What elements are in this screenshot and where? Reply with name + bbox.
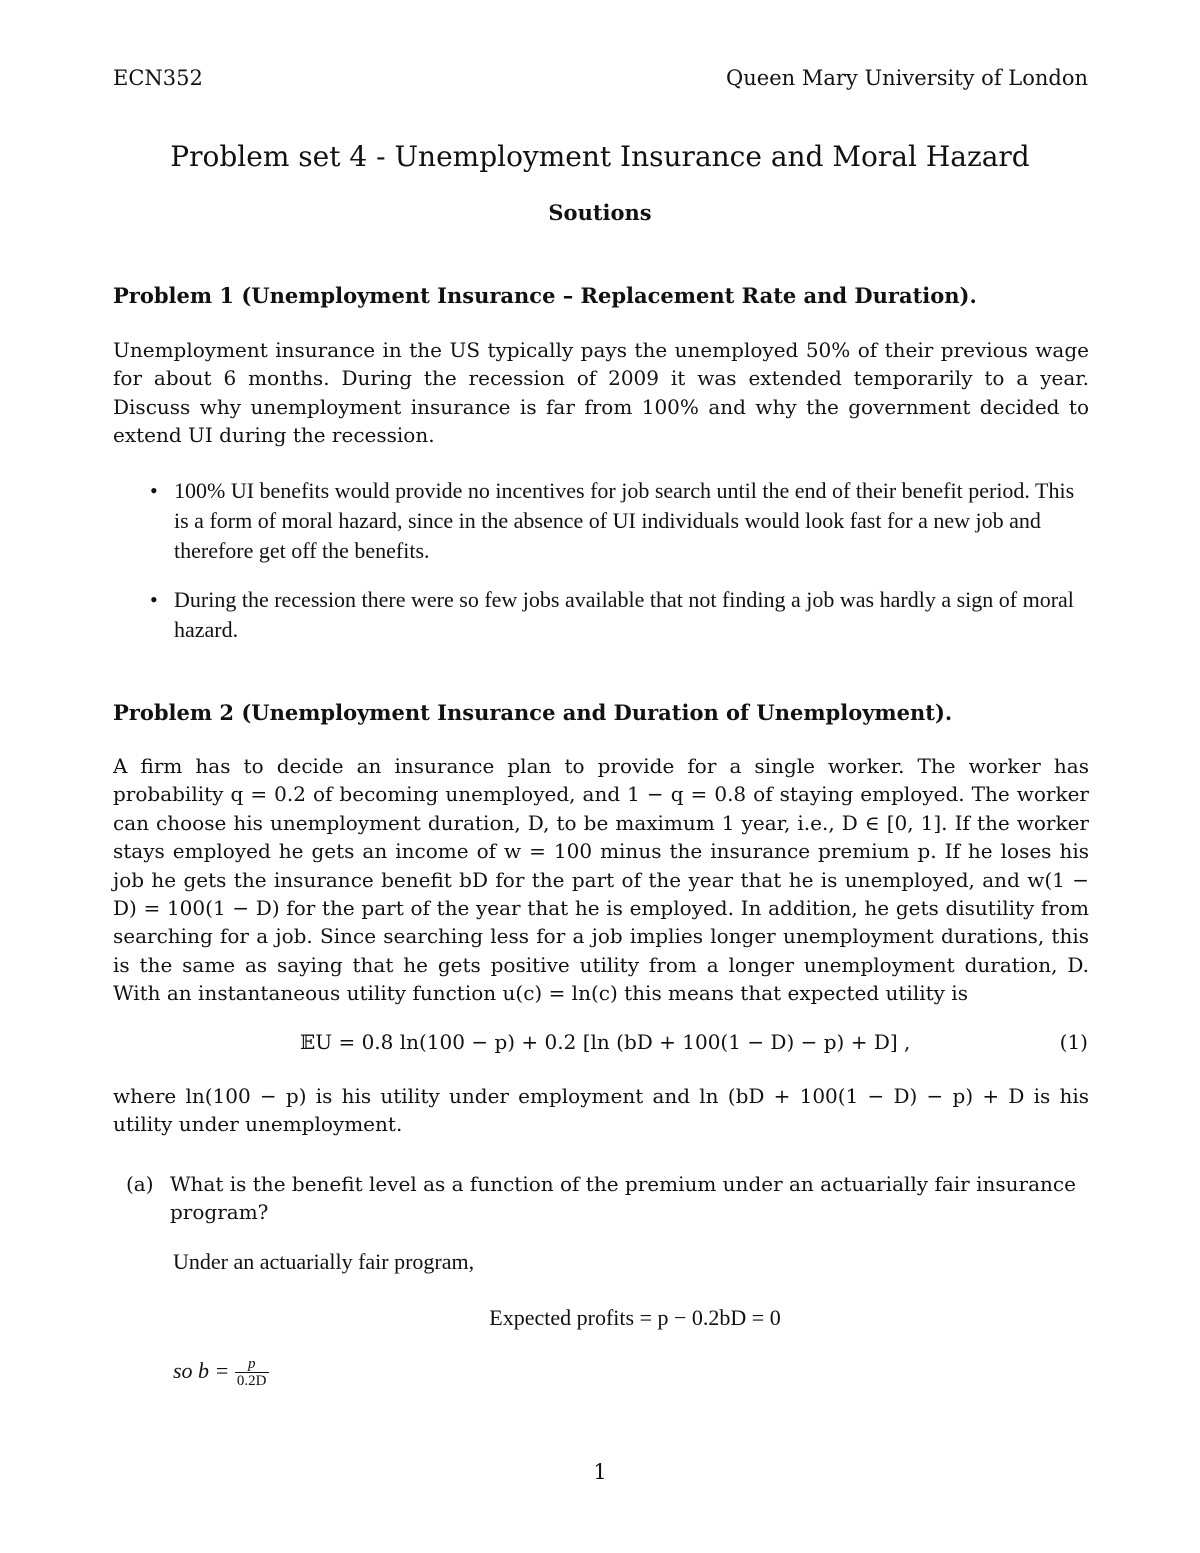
list-item xyxy=(150,585,1080,645)
equation-number: (1) xyxy=(1059,1030,1088,1054)
part-a-question: What is the benefit level as a function of the premium under an actuarially fair insurance program? xyxy=(170,1172,1076,1225)
problem1-question: Unemployment insurance in the US typically pays the unemployed 50% of their previous wage for about 6 months. During the recession of 2009 it was extended temporarily to a year. Discuss why unemployment insurance is far from 100% and why the government decided to extend UI during the recession. xyxy=(113,338,1089,448)
bullet-text: 100% UI benefits would provide no incentives for job search until the end of their benefit period. This is a form of moral hazard, since in the absence of UI individuals would look fast for a new job and therefore get off the benefits. xyxy=(174,478,1075,563)
expected-utility-equation: 𝔼U = 0.8 ln(100 − p) + 0.2 [ln (bD + 100(1 − D) − p) + D] , xyxy=(300,1030,911,1054)
bullet-icon: • xyxy=(150,478,158,503)
part-a xyxy=(126,1170,1089,1227)
page-subtitle: Soutions xyxy=(548,200,652,225)
fraction-denominator: 0.2D xyxy=(236,1373,267,1390)
bullet-text: During the recession there were so few jobs available that not finding a job was hardly a sign of moral hazard. xyxy=(174,587,1074,642)
list-item xyxy=(150,476,1080,566)
result-lhs: so b = xyxy=(173,1358,230,1383)
equation-explanation: where ln(100 − p) is his utility under employment and ln (bD + 100(1 − D) − p) + D is his utility under unemployment. xyxy=(113,1084,1089,1137)
problem1-answer-list xyxy=(150,476,1080,664)
part-a-result xyxy=(173,1356,269,1389)
part-a-answer-intro: Under an actuarially fair program, xyxy=(173,1249,475,1274)
problem2-heading: Problem 2 (Unemployment Insurance and Duration of Unemployment). xyxy=(113,700,953,725)
institution-name: Queen Mary University of London xyxy=(726,66,1088,90)
part-a-label: (a) xyxy=(126,1172,154,1196)
course-code: ECN352 xyxy=(113,66,203,90)
bullet-icon: • xyxy=(150,587,158,612)
problem1-heading: Problem 1 (Unemployment Insurance – Replacement Rate and Duration). xyxy=(113,283,977,308)
part-a-answer-equation: Expected profits = p − 0.2bD = 0 xyxy=(489,1305,781,1330)
page-title: Problem set 4 - Unemployment Insurance and Moral Hazard xyxy=(170,140,1030,173)
page-number: 1 xyxy=(593,1460,607,1484)
fraction-numerator: p xyxy=(235,1356,269,1373)
problem2-intro: A firm has to decide an insurance plan to provide for a single worker. The worker has probability q = 0.2 of becoming unemployed, and 1 − q = 0.8 of staying employed. The worker can choose his unemployment duration, D, to be maximum 1 year, i.e., D ∈ [0, 1]. If the worker stays employed he gets an income of w = 100 minus the insurance premium p. If he loses his job he gets the insurance benefit bD for the part of the year that he is unemployed, and w(1 − D) = 100(1 − D) for the part of the year that he is employed. In addition, he gets disutility from searching for a job. Since searching less for a job implies longer unemployment durations, this is the same as saying that he gets positive utility from a longer unemployment duration, D. With an instantaneous utility function u(c) = ln(c) this means that expected utility is xyxy=(113,754,1089,1006)
result-fraction xyxy=(235,1356,269,1389)
